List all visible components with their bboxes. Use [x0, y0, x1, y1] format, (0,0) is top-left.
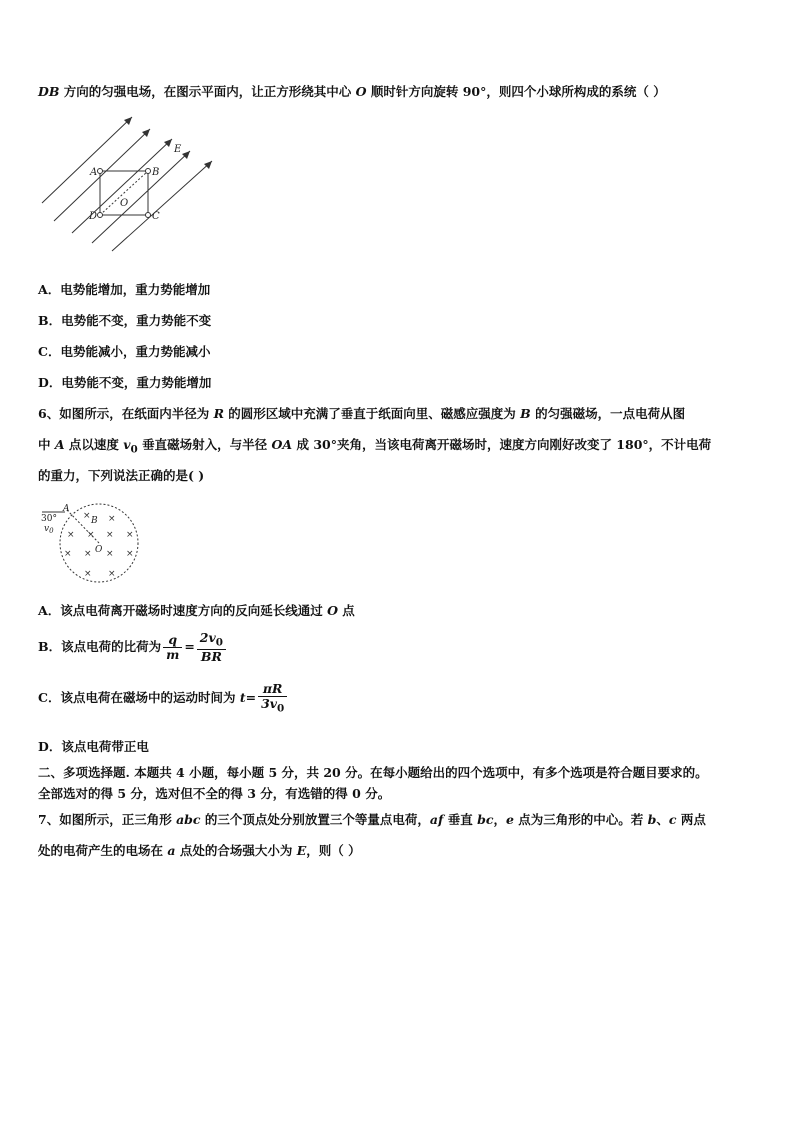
- q6-field-cross: ×: [108, 514, 116, 524]
- q5-stem: DB 方向的匀强电场，在图示平面内，让正方形绕其中心 O 顺时针方向旋转 90°，则四个小球所构成的系统（ ）: [38, 84, 666, 99]
- q6-angle-label: 30°: [41, 514, 57, 524]
- q6-field-cross: ×: [106, 549, 114, 559]
- q5-option-d: D．电势能不变，重力势能增加: [38, 375, 212, 390]
- q5-label-O: O: [120, 198, 129, 209]
- q7-stem-line2: 处的电荷产生的电场在 a 点处的合场强大小为 E，则（ ）: [38, 843, 361, 858]
- q6-label-A: A: [63, 504, 70, 514]
- q5-option-a: A．电势能增加，重力势能增加: [38, 282, 211, 297]
- q6-option-d: D．该点电荷带正电: [38, 739, 149, 754]
- q6-label-v: $v_0$: [44, 524, 54, 535]
- q6-time-fraction: $\frac{\pi R}{3v_0}$: [258, 682, 287, 716]
- q6-ratio-value-fraction: $\frac{2v_0}{BR}$: [197, 631, 226, 665]
- q6-stem-line3: 的重力，下列说法正确的是( ): [38, 468, 205, 483]
- q6-field-cross: ×: [67, 530, 75, 540]
- q6-field-cross: ×: [106, 530, 114, 540]
- q6-figure: [40, 500, 145, 588]
- q5-label-E: E: [174, 144, 182, 155]
- q5-figure: [40, 115, 220, 255]
- section2-instructions-line2: 全部选对的得 5 分，选对但不全的得 3 分，有选错的得 0 分。: [38, 786, 391, 801]
- q6-field-cross: ×: [83, 511, 91, 521]
- q6-field-cross: ×: [84, 569, 92, 579]
- q6-option-b: B．该点电荷的比荷为 $\frac{q}{m}$ = $\frac{2v_0}{BR}$: [38, 629, 228, 665]
- q6-option-a: A．该点电荷离开磁场时速度方向的反向延长线通过 O 点: [38, 603, 355, 618]
- q6-label-O: O: [95, 545, 103, 555]
- q5-label-B: B: [152, 167, 160, 178]
- q5-label-C: C: [152, 211, 160, 222]
- q6-stem-line2: 中 A 点以速度 $v_0$ 垂直磁场射入，与半径 OA 成 30°夹角，当该电荷离开磁场时，速度方向刚好改变了 180°，不计电荷: [38, 437, 712, 456]
- q6-ratio-fraction: $\frac{q}{m}$: [163, 633, 182, 662]
- q5-option-b: B．电势能不变，重力势能不变: [38, 313, 212, 328]
- section2-instructions-line1: 二、多项选择题. 本题共 4 小题，每小题 5 分，共 20 分。在每小题给出的四个选项中，有多个选项是符合题目要求的。: [38, 765, 708, 780]
- q5-option-c: C．电势能减小，重力势能减小: [38, 344, 211, 359]
- q6-field-cross: ×: [84, 549, 92, 559]
- q6-option-c: C．该点电荷在磁场中的运动时间为 t= $\frac{\pi R}{3v_0}$: [38, 680, 289, 716]
- q6-label-B: B: [91, 516, 98, 526]
- q7-stem-line1: 7、如图所示，正三角形 abc 的三个顶点处分别放置三个等量点电荷，af 垂直 bc，e 点为三角形的中心。若 b、c 两点: [38, 812, 706, 827]
- q6-field-cross: ×: [126, 549, 134, 559]
- q6-field-cross: ×: [87, 530, 95, 540]
- q5-label-A: A: [90, 167, 98, 178]
- q6-field-cross: ×: [126, 530, 134, 540]
- q6-field-cross: ×: [108, 569, 116, 579]
- q6-field-cross: ×: [64, 549, 72, 559]
- q6-stem-line1: 6、如图所示，在纸面内半径为 R 的圆形区域中充满了垂直于纸面向里、磁感应强度为 B 的匀强磁场，一点电荷从图: [38, 406, 686, 421]
- q5-label-D: D: [89, 211, 98, 222]
